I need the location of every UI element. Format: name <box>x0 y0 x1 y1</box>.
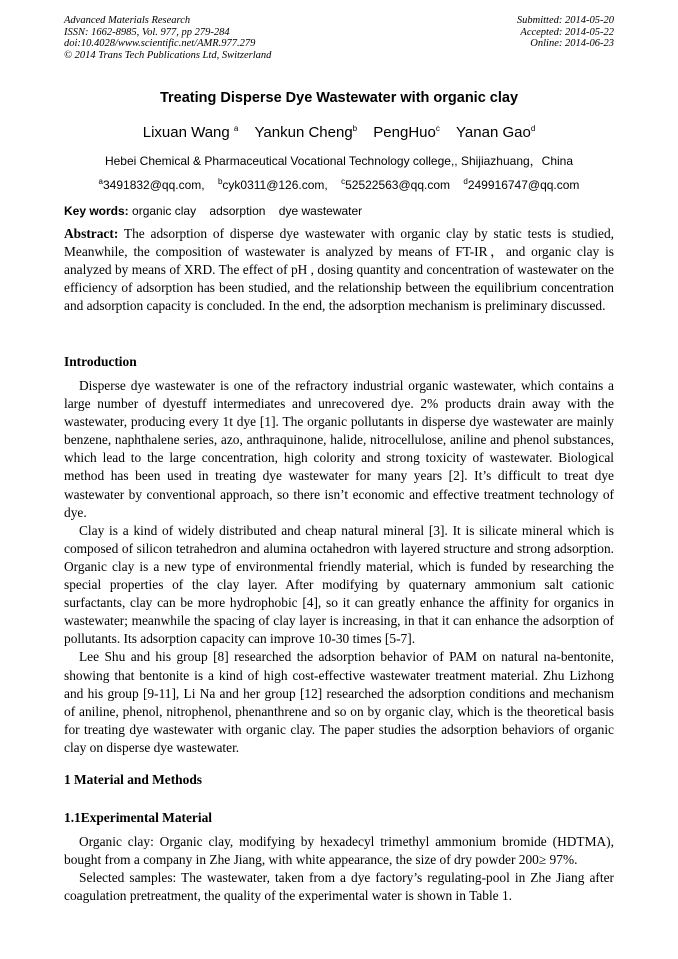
author: Lixuan Wang $^a$ <box>142 124 239 141</box>
abstract-label: Abstract: <box>64 226 119 241</box>
author: Yanan Gao$^d$ <box>456 124 536 141</box>
author-list <box>0 124 678 141</box>
keywords <box>64 204 372 218</box>
paragraph: Organic clay: Organic clay, modifying by hexadecyl trimethyl ammonium bromide (HDTMA), bought from a company in Zhe Jiang, with white appearance, the size of dry powder 200≥ 97%. <box>64 834 614 868</box>
author-email: $^c$52522563@qq.com <box>341 177 451 192</box>
paper-title: Treating Disperse Dye Wastewater with organic clay <box>159 90 519 106</box>
materials-body <box>64 833 614 905</box>
section-heading: 1 Material and Methods <box>64 772 202 787</box>
author: Yankun Cheng$^b$ <box>254 124 358 141</box>
affiliation: Hebei Chemical & Pharmaceutical Vocational Technology college,, Shijiazhuang，China <box>104 154 574 168</box>
journal-header <box>64 15 271 61</box>
author-email: $^b$cyk0311@126.com, <box>217 177 328 192</box>
abstract-text: The adsorption of disperse dye wastewater with organic clay by static tests is studied, Meanwhile, the composition of wastewater is analyzed by means of FT-IR，and organic clay is analyzed by means of XRD. The effect of pH , dosing quantity and concentration of wastewater on the efficiency of adsorption has been studied, and the relationship between the equilibrium concentration and adsorption capacity is concluded. In the end, the adsorption mechanism is preliminary discussed. <box>64 226 614 314</box>
journal-name: Advanced Materials Research <box>64 15 191 26</box>
paragraph: Lee Shu and his group [8] researched the adsorption behavior of PAM on natural na-bentonite, showing that bentonite is a kind of high cost-effective wastewater treatment material. Zhu Lizhong and his group [9-11], Li Na and her group [12] researched the adsorption conditions and mechanism of aniline, phenol, nitrophenol, phenanthrene and so on by organic clay, which is the theoretical basis for treating dye wastewater with organic clay. The paper studies the adsorption behaviors of organic clay on disperse dye wastewater. <box>64 649 614 755</box>
keywords-label: Key words: <box>64 204 129 218</box>
email-list <box>0 178 678 192</box>
accepted-date: Accepted: 2014-05-22 <box>520 26 614 38</box>
keyword: organic clay <box>132 204 197 218</box>
author-email: $^a$3491832@qq.com, <box>98 177 205 192</box>
online-date: Online: 2014-06-23 <box>530 38 614 50</box>
paragraph: Selected samples: The wastewater, taken from a dye factory’s regulating-pool in Zhe Jiang after coagulation pretreatment, the quality of the experimental water is shown in Table 1. <box>64 870 614 904</box>
author: PengHuo$^c$ <box>373 124 440 141</box>
doi-line: doi:10.4028/www.scientific.net/AMR.977.279 <box>64 38 256 50</box>
keyword: adsorption <box>209 204 266 218</box>
introduction-heading: Introduction <box>64 354 137 369</box>
keyword: dye wastewater <box>278 204 363 218</box>
subsection-heading: 1.1Experimental Material <box>64 810 213 825</box>
dates-header <box>517 15 614 50</box>
paragraph: Clay is a kind of widely distributed and cheap natural mineral [3]. It is silicate mineral which is composed of silicon tetrahedron and alumina octahedron with layered structure and strong adsorption. Organic clay is a new type of environmental friendly material, which is funded by researching the special properties of the clay layer. After modifying by quaternary ammonium salt cationic surfactants, clay can be more hydrophobic [4], so it can greatly enhance the affinity for organics in wastewater; meanwhile the spacing of clay layer is increasing, in that it can enhance the adsorption of pollutants. Its adsorption capacity can improve 10-30 times [5-7]. <box>64 522 614 647</box>
abstract <box>64 225 614 315</box>
introduction-body <box>64 377 614 757</box>
paragraph: Disperse dye wastewater is one of the refractory industrial organic wastewater, which contains a large number of dyestuff intermediates and unrecovered dye. 2% products drain away with the wastewater, producing every 1t dye [1]. The organic pollutants in disperse dye wastewater are mainly benzene, naphthalene series, azo, anthraquinone, halide, nitrocellulose, aniline and phenol substances, which lead to the large concentration, high colority and strong toxicity of wastewater. Biological method has been used in treating dye wastewater for many years [2]. It’s difficult to treat dye wastewater by conventional approach, so there isn’t economic and effective treatment technology of dye. <box>64 378 614 520</box>
copyright-line: © 2014 Trans Tech Publications Ltd, Switzerland <box>64 49 272 61</box>
author-email: $^d$249916747@qq.com <box>463 177 580 192</box>
issn-line: ISSN: 1662-8985, Vol. 977, pp 279-284 <box>64 26 230 38</box>
submitted-date: Submitted: 2014-05-20 <box>516 15 614 26</box>
